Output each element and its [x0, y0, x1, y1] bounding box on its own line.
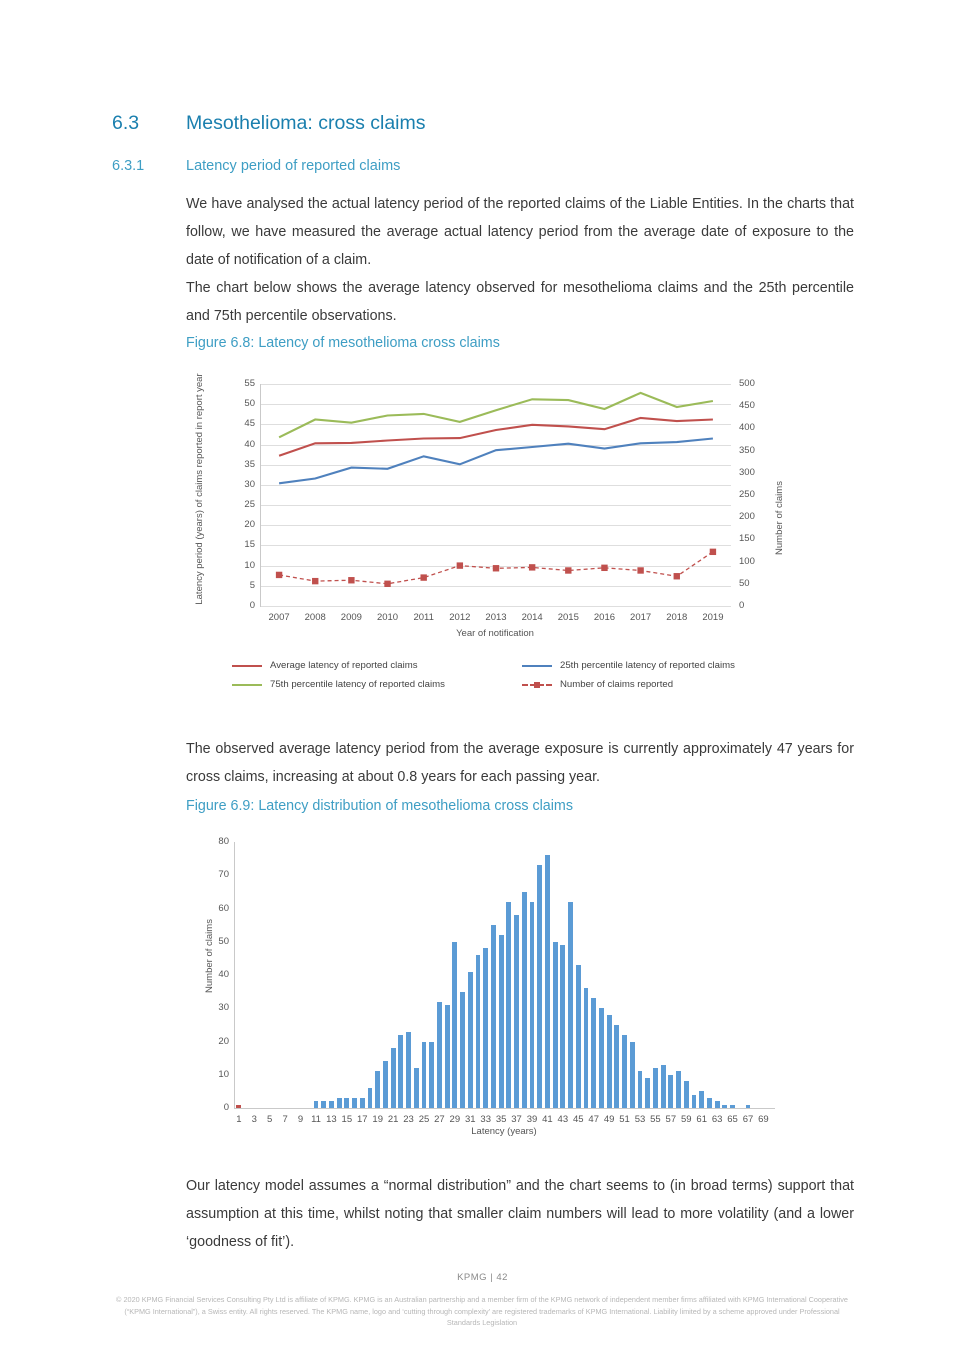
chart2-bar: [506, 902, 511, 1108]
figure-68-chart: [194, 373, 786, 718]
chart2-bar: [553, 942, 558, 1108]
chart1-x-tick: 2010: [376, 612, 399, 623]
chart1-y2-tick: 50: [739, 577, 750, 589]
chart2-y-tick: 70: [218, 869, 229, 881]
chart1-x-tick: 2017: [630, 612, 652, 623]
chart1-gridline: [261, 606, 731, 607]
chart2-bar: [614, 1025, 619, 1108]
chart1-y2-axis-label: Number of claims: [774, 481, 785, 555]
chart2-x-tick: 23: [403, 1114, 414, 1125]
chart1-y-tick: 50: [244, 398, 255, 410]
chart2-bar: [360, 1098, 365, 1108]
chart1-y-tick: 0: [249, 600, 255, 611]
chart1-x-tick: 2011: [413, 612, 434, 623]
chart2-bar: [591, 998, 596, 1108]
chart2-x-tick: 5: [267, 1114, 273, 1125]
chart2-bar: [445, 1005, 450, 1108]
chart1-marker: [493, 565, 499, 571]
chart2-x-tick: 59: [680, 1114, 692, 1125]
chart1-y2-tick: 200: [739, 511, 755, 523]
chart2-x-tick: 43: [557, 1114, 569, 1125]
chart2-bar: [236, 1105, 241, 1108]
chart2-bar: [730, 1105, 735, 1108]
chart2-x-tick: 57: [665, 1114, 677, 1125]
chart1-y2-tick: 300: [739, 466, 755, 478]
chart1-x-tick: 2007: [268, 612, 290, 623]
chart1-marker: [565, 567, 571, 573]
figure-69-chart: [196, 836, 786, 1156]
footer-page-label: KPMG | 42: [457, 1272, 508, 1283]
chart2-x-tick: 27: [434, 1114, 445, 1125]
chart2-x-tick: 35: [495, 1114, 507, 1125]
chart2-x-tick: 33: [480, 1114, 491, 1125]
chart2-bar: [321, 1101, 326, 1108]
chart2-bar: [422, 1042, 427, 1109]
chart1-y-tick: 20: [244, 519, 255, 531]
chart2-bar: [537, 865, 542, 1108]
chart2-x-tick: 13: [326, 1114, 337, 1125]
chart1-y2-tick: 250: [739, 489, 755, 500]
legend-label-average: Average latency of reported claims: [270, 660, 418, 671]
chart1-x-tick: 2018: [666, 612, 688, 623]
chart2-x-tick: 11: [311, 1114, 321, 1125]
chart2-bar: [630, 1042, 635, 1109]
chart1-y-axis-label: Latency period (years) of claims reported in report year: [194, 373, 205, 605]
chart2-bar: [406, 1032, 411, 1108]
paragraph-2: The chart below shows the average latency observed for mesothelioma claims and the 25th percentile and 75th percentile observations.: [186, 280, 854, 324]
chart2-bar: [522, 892, 527, 1108]
chart1-x-tick: 2019: [702, 612, 724, 623]
chart1-x-tick: 2012: [449, 612, 471, 623]
chart2-bar: [352, 1098, 357, 1108]
legend-item-p75: [232, 679, 522, 690]
chart2-x-tick: 9: [297, 1114, 304, 1125]
chart1-y2-tick: 400: [739, 422, 755, 434]
chart2-bar: [499, 935, 504, 1108]
chart2-x-tick: 61: [696, 1114, 707, 1125]
chart2-x-tick: 21: [387, 1114, 399, 1125]
section-number: 6.3: [112, 112, 140, 134]
chart2-bar: [576, 965, 581, 1108]
chart2-x-tick: 17: [356, 1114, 368, 1125]
chart1-x-tick: 2016: [593, 612, 616, 623]
chart1-y-tick: 40: [244, 438, 255, 450]
chart2-y-tick: 60: [218, 902, 229, 914]
chart1-marker: [637, 567, 643, 573]
chart2-x-tick: 41: [542, 1114, 553, 1125]
chart1-marker: [276, 572, 282, 578]
chart2-bar: [684, 1081, 689, 1108]
chart1-y-tick: 45: [244, 418, 255, 430]
chart2-y-tick: 20: [218, 1035, 229, 1047]
chart1-y2-tick: 350: [739, 444, 755, 456]
chart1-x-axis-label: Year of notification: [456, 628, 534, 639]
chart2-bar: [476, 955, 481, 1108]
chart2-y-axis-label: Number of claims: [204, 919, 215, 993]
chart1-marker: [312, 578, 318, 584]
chart2-x-tick: 53: [634, 1114, 646, 1125]
chart2-x-tick: 65: [727, 1114, 738, 1125]
chart2-plot-area: [218, 836, 775, 1125]
chart2-bar: [707, 1098, 712, 1108]
chart2-bar: [530, 902, 535, 1108]
chart2-y-tick: 80: [218, 836, 229, 847]
chart2-x-tick: 39: [526, 1114, 538, 1125]
chart2-x-tick: 51: [619, 1114, 630, 1125]
chart1-x-tick: 2008: [304, 612, 326, 623]
chart2-x-tick: 45: [572, 1114, 584, 1125]
chart1-y-tick: 5: [249, 579, 255, 591]
chart2-bar: [584, 988, 589, 1108]
chart2-x-tick: 31: [464, 1114, 476, 1125]
legend-item-claims: [522, 679, 673, 690]
chart1-series-layer: [261, 384, 731, 606]
chart2-bar: [460, 992, 465, 1108]
chart2-bar: [699, 1091, 704, 1108]
chart2-bar: [375, 1071, 380, 1108]
chart1-marker: [384, 581, 390, 587]
chart1-marker: [529, 564, 535, 570]
chart2-bar: [722, 1105, 727, 1108]
chart1-y-tick: 55: [244, 378, 255, 389]
subsection-title: Latency period of reported claims: [186, 158, 401, 174]
chart2-bar: [491, 925, 496, 1108]
chart2-bar: [568, 902, 573, 1108]
chart2-bar: [599, 1008, 604, 1108]
legend-item-p25: [522, 660, 735, 671]
chart2-bar: [645, 1078, 650, 1108]
chart2-bar: [383, 1061, 388, 1108]
chart1-marker: [601, 565, 607, 571]
chart1-y-tick: 10: [244, 559, 255, 571]
subsection-number: 6.3.1: [112, 158, 145, 174]
paragraph-1: We have analysed the actual latency period of the reported claims of the Liable Entities. In the charts that follow, we have measured the average actual latency period from the average date of exposure to the date of notification of a claim.: [186, 196, 854, 268]
chart1-y2-tick: 150: [739, 533, 755, 545]
chart2-bar: [414, 1068, 419, 1108]
chart1-marker: [348, 577, 354, 583]
chart2-bar: [391, 1048, 396, 1108]
chart1-y2-tick: 450: [739, 400, 755, 412]
chart2-x-axis-label: Latency (years): [471, 1126, 537, 1137]
legend-swatch-average: [232, 665, 262, 667]
legend-swatch-claims: [522, 684, 552, 686]
chart1-plot-area: [244, 378, 755, 623]
chart1-legend: [232, 660, 792, 698]
chart2-x-tick: 25: [418, 1114, 430, 1125]
chart2-bar: [483, 948, 488, 1108]
chart2-x-tick: 15: [341, 1114, 353, 1125]
chart2-x-tick: 63: [711, 1114, 723, 1125]
chart2-x-tick: 19: [372, 1114, 383, 1125]
paragraph-4: Our latency model assumes a “normal distribution” and the chart seems to (in broad terms) support that assumption at this time, whilst noting that smaller claim numbers will lead to more volatility (and a lower ‘goodness of fit’).: [186, 1178, 854, 1250]
chart2-x-tick: 7: [282, 1114, 288, 1125]
subsection-heading: [112, 158, 400, 174]
chart1-marker: [457, 562, 463, 568]
chart2-bar: [437, 1002, 442, 1108]
chart1-marker: [710, 549, 716, 555]
chart2-bar: [661, 1065, 666, 1108]
chart1-y-tick: 25: [244, 499, 255, 511]
chart2-y-tick: 40: [218, 969, 229, 980]
chart2-bar: [638, 1071, 643, 1108]
chart1-y2-tick: 100: [739, 555, 755, 567]
legend-label-p25: 25th percentile latency of reported claims: [560, 660, 735, 671]
chart2-bar: [368, 1088, 373, 1108]
chart2-x-tick: 67: [742, 1114, 754, 1125]
footer-legal-text: © 2020 KPMG Financial Services Consulting Pty Ltd is affiliate of KPMG. KPMG is an Australian partnership and a member firm of the KPMG network of independent member firms affiliated with KPMG International Cooperative (“KPMG International”), a Swiss entity. All rights reserved. The KPMG name, logo and ‘cutting through complexity’ are registered trademarks of KPMG International. Liability limited by a scheme approved under Professional Standards Legislation: [116, 1295, 848, 1327]
chart1-y2-tick: 500: [739, 378, 755, 389]
chart2-bar: [607, 1015, 612, 1108]
chart2-bar: [314, 1101, 319, 1108]
legend-swatch-p75: [232, 684, 262, 686]
paragraph-3: The observed average latency period from the average exposure is currently approximately 47 years for cross claims, increasing at about 0.8 years for each passing year.: [186, 741, 854, 785]
chart1-x-tick: 2015: [557, 612, 579, 623]
chart2-bar: [514, 915, 519, 1108]
chart2-bar: [337, 1098, 342, 1108]
chart2-y-tick: 0: [223, 1102, 229, 1113]
chart1-x-tick: 2009: [340, 612, 362, 623]
legend-label-p75: 75th percentile latency of reported claims: [270, 679, 445, 690]
chart2-x-tick: 69: [758, 1114, 769, 1125]
chart1-line-latency: [279, 439, 713, 484]
chart2-bar: [398, 1035, 403, 1108]
chart2-bar: [692, 1095, 697, 1108]
chart1-y-tick: 30: [244, 478, 255, 490]
chart1-y2-tick: 0: [739, 600, 745, 611]
chart2-bar: [676, 1071, 681, 1108]
section-heading: [112, 112, 425, 135]
chart2-bar: [668, 1075, 673, 1108]
section-title: Mesothelioma: cross claims: [186, 112, 426, 134]
chart2-y-tick: 50: [218, 935, 229, 947]
chart1-x-tick: 2014: [521, 612, 543, 623]
chart2-x-tick: 47: [588, 1114, 599, 1125]
chart1-marker: [420, 574, 426, 580]
chart2-x-tick: 37: [511, 1114, 522, 1125]
chart2-x-tick: 55: [650, 1114, 661, 1125]
chart2-bar: [429, 1042, 434, 1109]
legend-swatch-p25: [522, 665, 552, 667]
chart2-bar: [746, 1105, 751, 1108]
chart1-y-tick: 15: [244, 539, 255, 551]
chart1-marker: [674, 573, 680, 579]
chart2-bar: [560, 945, 565, 1108]
chart2-y-tick: 10: [218, 1068, 229, 1080]
chart2-bar: [622, 1035, 627, 1108]
chart2-bar: [452, 942, 457, 1108]
chart1-x-tick: 2013: [485, 612, 507, 623]
chart2-x-tick: 49: [603, 1114, 615, 1125]
chart2-bar: [545, 855, 550, 1108]
figure-69-caption: Figure 6.9: Latency distribution of mesothelioma cross claims: [186, 798, 573, 814]
chart1-y-tick: 35: [244, 458, 255, 470]
chart2-x-tick: 3: [251, 1114, 257, 1125]
chart2-bar: [329, 1101, 334, 1108]
chart2-y-tick: 30: [218, 1002, 229, 1014]
figure-68-caption: Figure 6.8: Latency of mesothelioma cross claims: [186, 335, 500, 351]
chart2-bar: [468, 972, 473, 1108]
legend-item-average: [232, 660, 522, 671]
chart2-bar: [344, 1098, 349, 1108]
legend-label-claims: Number of claims reported: [560, 679, 674, 690]
chart2-bar: [715, 1101, 720, 1108]
chart2-bar: [653, 1068, 658, 1108]
chart2-x-tick: 29: [449, 1114, 461, 1125]
chart2-x-tick: 1: [236, 1114, 242, 1125]
